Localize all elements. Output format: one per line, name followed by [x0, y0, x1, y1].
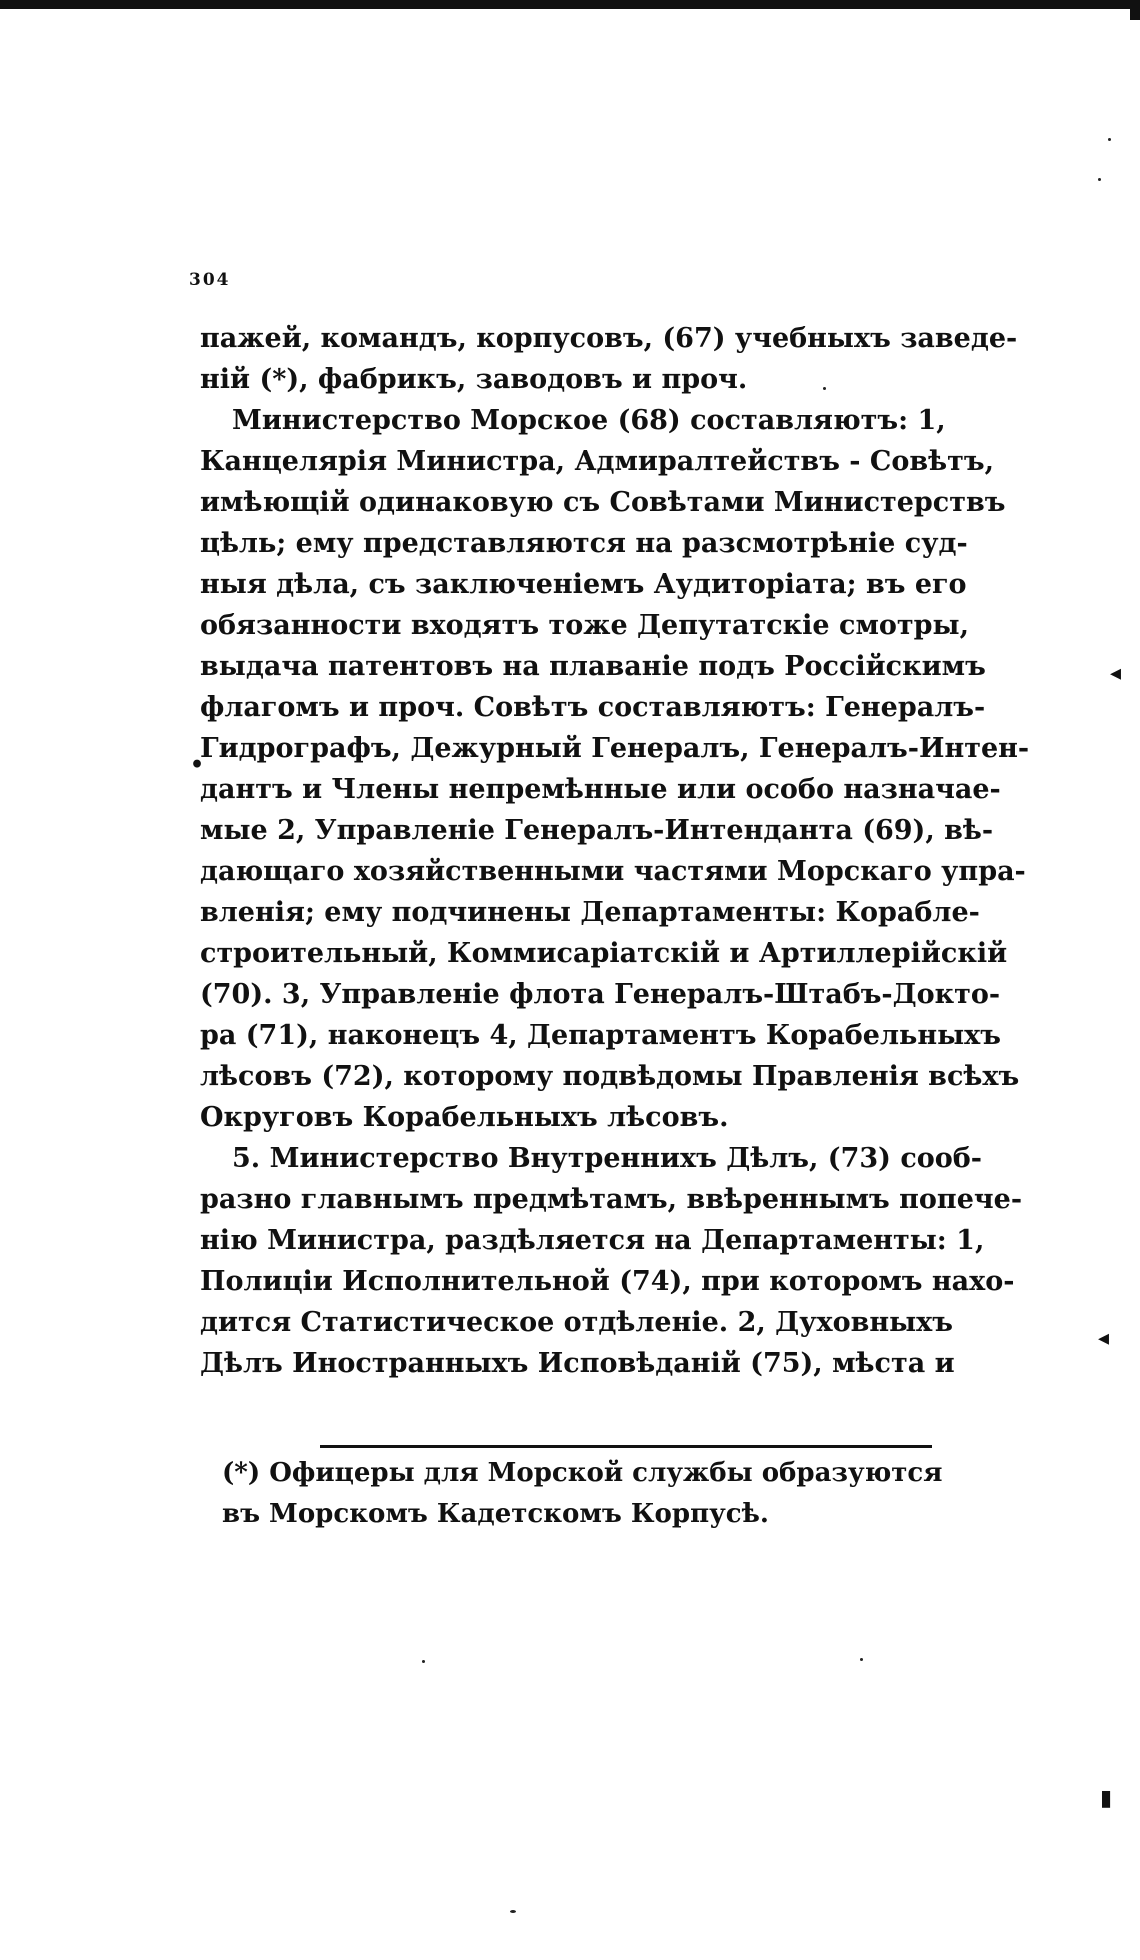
text-line: пажей, командъ, корпусовъ, (67) учебныхъ заведе- — [200, 323, 1018, 354]
speck — [510, 1910, 516, 1913]
text-line: дающаго хозяйственными частями Морскаго упра- — [200, 856, 1026, 887]
text-line: цѣль; ему представляются на разсмотрѣніе суд- — [200, 528, 968, 559]
text-line: ныя дѣла, съ заключеніемъ Аудиторіата; въ его — [200, 569, 967, 600]
body-text — [200, 318, 1030, 1384]
text-line: Гидрографъ, Дежурный Генералъ, Генералъ-Интен- — [200, 733, 1030, 764]
text-line: (70). 3, Управленіе флота Генералъ-Штабъ-Доктo- — [200, 979, 1001, 1010]
text-line: 5. Министерство Внутреннихъ Дѣлъ, (73) сооб- — [232, 1143, 983, 1174]
text-line: Министерство Морское (68) составляютъ: 1, — [232, 405, 946, 436]
text-line: выдача патентовъ на плаваніе подъ Россійскимъ — [200, 651, 986, 682]
page-number: 304 — [189, 270, 231, 290]
margin-mark: ◂ — [1098, 1325, 1110, 1351]
speck — [422, 1660, 425, 1663]
speck — [1108, 138, 1111, 141]
speck — [860, 1658, 863, 1661]
text-line: Дѣлъ Иностранныхъ Исповѣданій (75), мѣста и — [200, 1348, 955, 1379]
text-line: мые 2, Управленіе Генералъ-Интенданта (69), вѣ- — [200, 815, 994, 846]
footnote-rule — [320, 1445, 932, 1448]
margin-mark: ◂ — [1110, 660, 1122, 686]
text-line: строительный, Коммисаріатскій и Артиллерійскій — [200, 938, 1008, 969]
text-line: ра (71), наконецъ 4, Департаментъ Корабельныхъ — [200, 1020, 1001, 1051]
speck — [1098, 178, 1101, 181]
text-line: Округовъ Корабельныхъ лѣсовъ. — [200, 1102, 729, 1133]
text-line: разно главнымъ предмѣтамъ, ввѣреннымъ попече- — [200, 1184, 1023, 1215]
text-line: обязанности входятъ тоже Депутатскіе смотры, — [200, 610, 969, 641]
text-line: лѣсовъ (72), которому подвѣдомы Правленія всѣхъ — [200, 1061, 1020, 1092]
text-line: флагомъ и проч. Совѣтъ составляютъ: Генералъ- — [200, 692, 986, 723]
text-line: Полиціи Исполнительной (74), при которомъ нахо- — [200, 1266, 1015, 1297]
footnote — [222, 1453, 943, 1535]
text-line: нію Министра, раздѣляется на Департаменты: 1, — [200, 1225, 985, 1256]
footnote-line: (*) Офицеры для Морской службы образуются — [222, 1458, 943, 1488]
text-line: ній (*), фабрикъ, заводовъ и проч. — [200, 364, 748, 395]
footnote-line: въ Морскомъ Кадетскомъ Корпусѣ. — [222, 1499, 769, 1529]
margin-mark: • — [190, 752, 205, 778]
margin-mark: ▮ — [1100, 1785, 1113, 1811]
scan-corner-mark — [1130, 0, 1140, 20]
scan-top-border — [0, 0, 1140, 9]
text-line: дантъ и Члены непремѣнные или особо назначае- — [200, 774, 1001, 805]
text-line: имѣющій одинаковую съ Совѣтами Министерствъ — [200, 487, 1006, 518]
text-line: дится Статистическое отдѣленіе. 2, Духовныхъ — [200, 1307, 953, 1338]
text-line: вленія; ему подчинены Департаменты: Корабле- — [200, 897, 980, 928]
speck — [823, 387, 826, 390]
text-line: Канцелярія Министра, Адмиралтействъ - Совѣтъ, — [200, 446, 994, 477]
